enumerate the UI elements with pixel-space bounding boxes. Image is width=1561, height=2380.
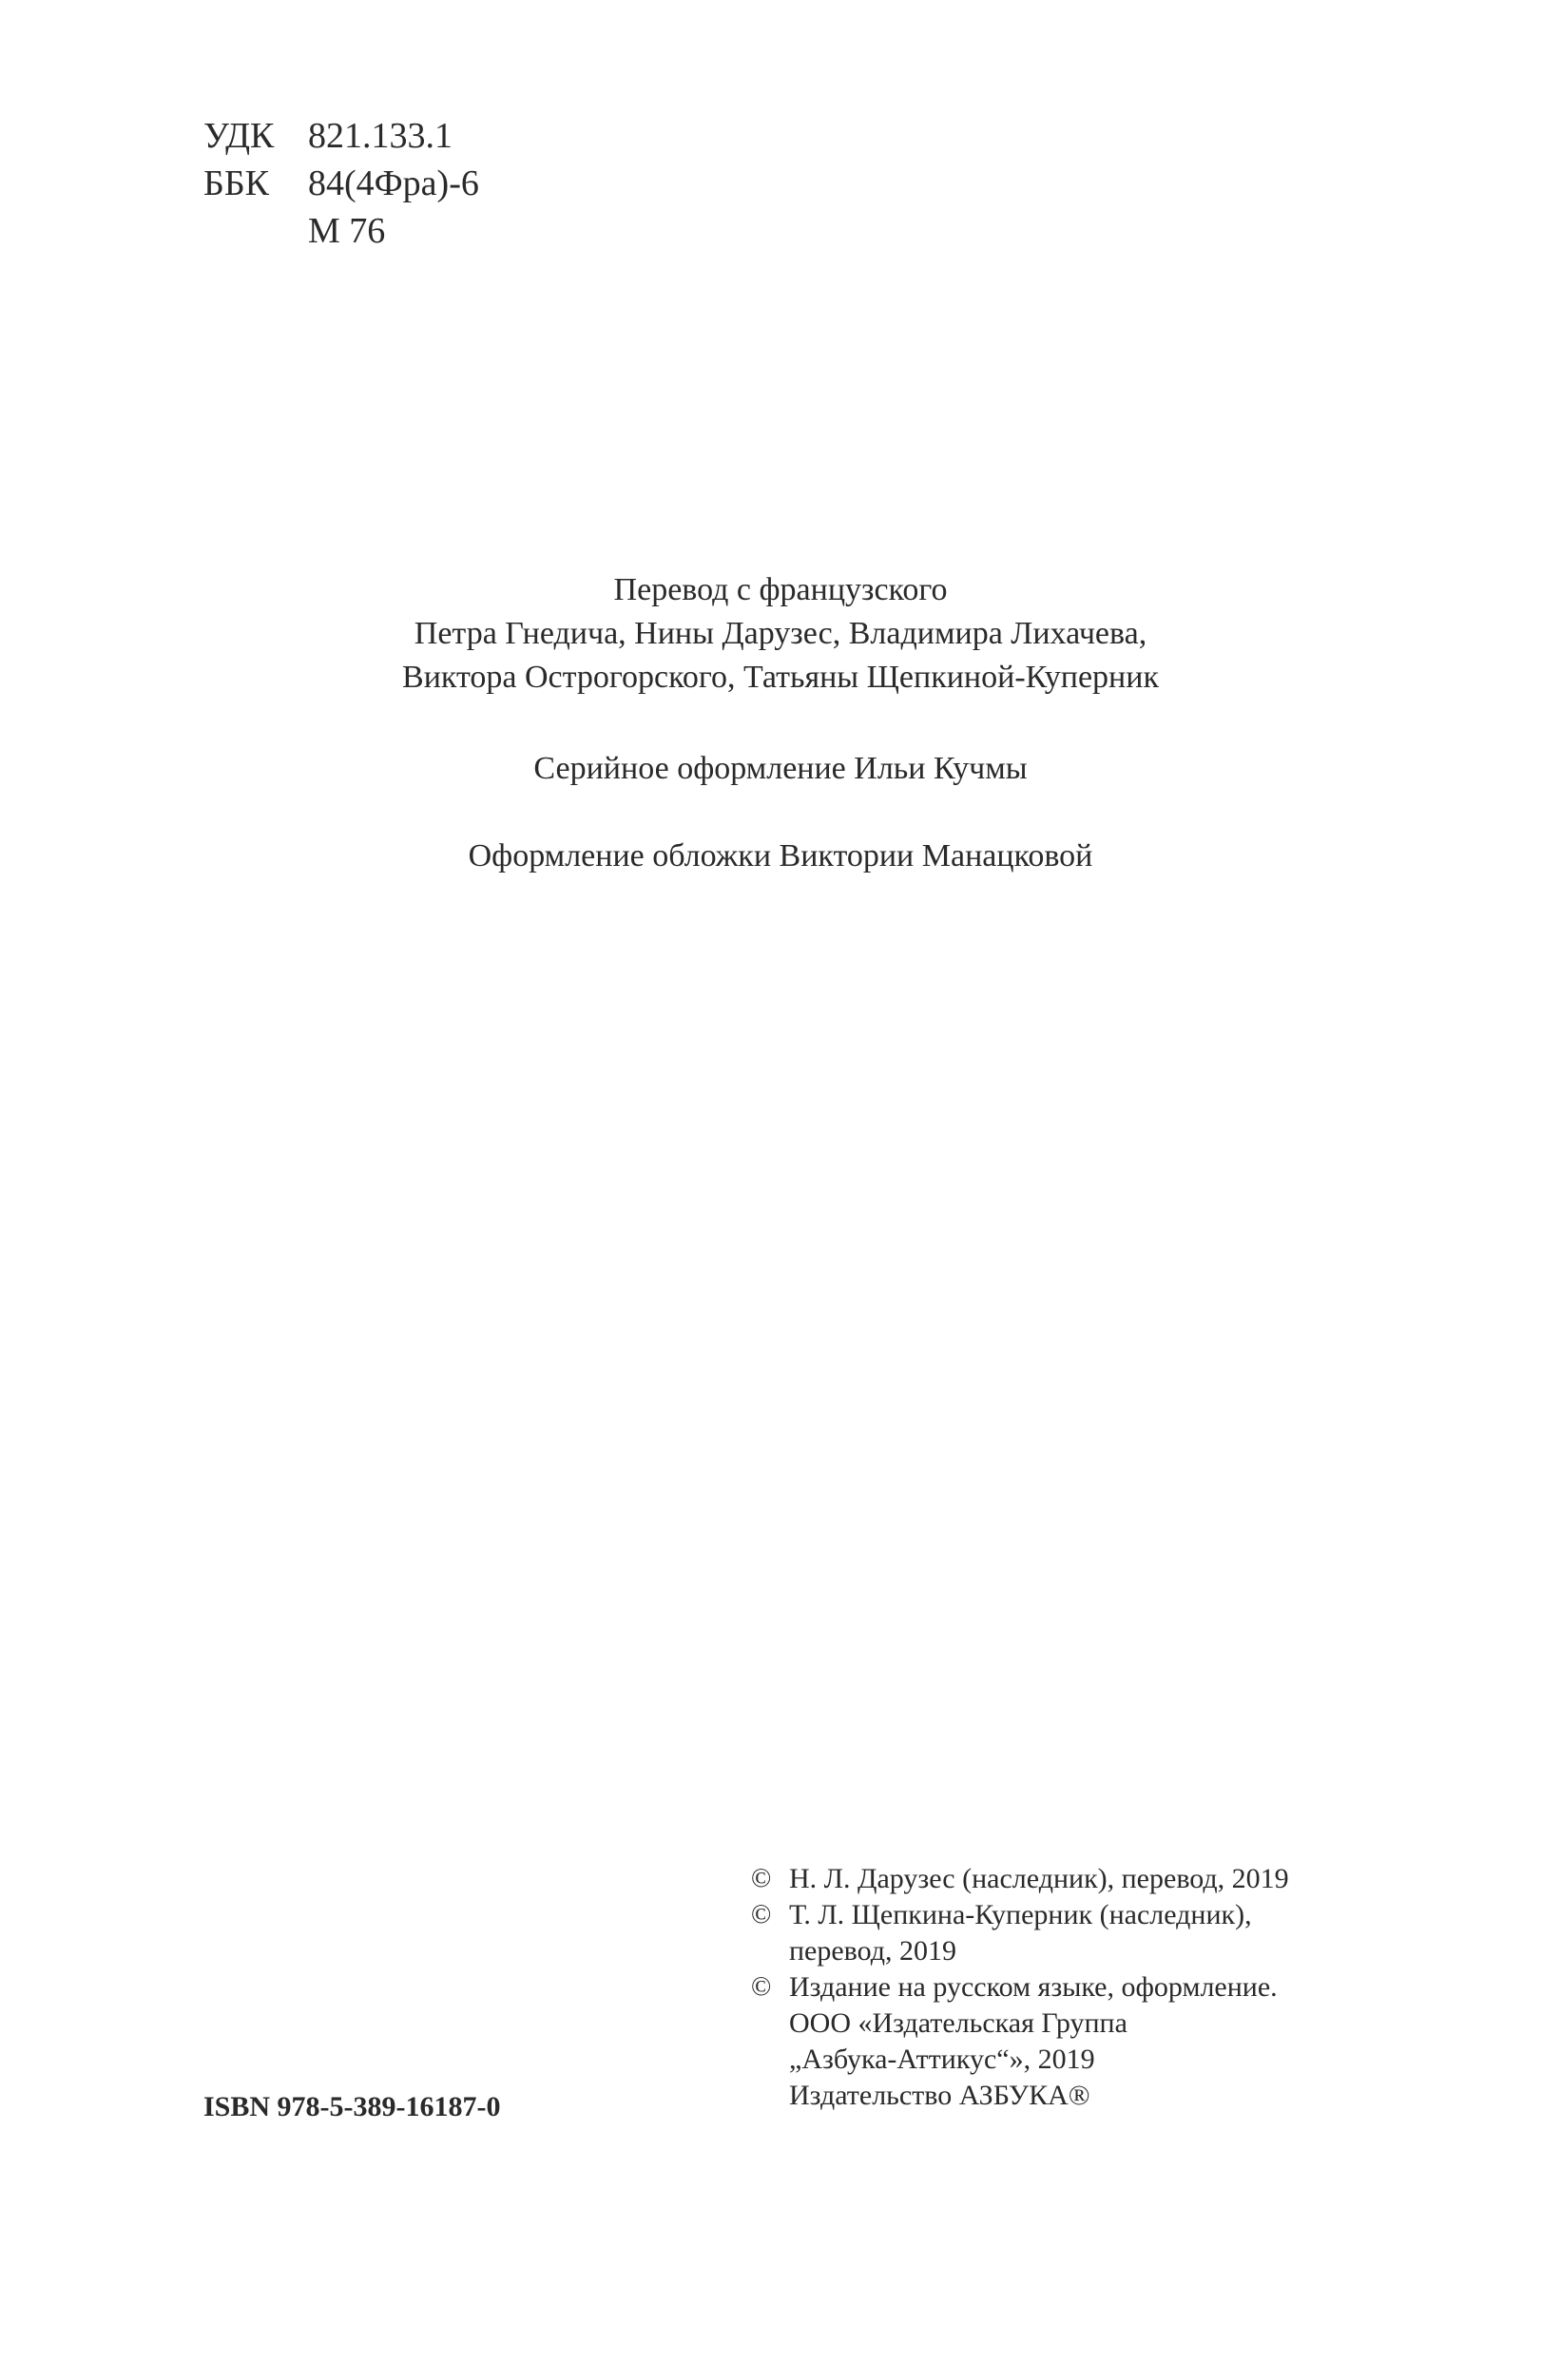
copyright-line: Издательство АЗБУКА® — [789, 2080, 1090, 2111]
author-mark: М 76 — [308, 211, 386, 251]
bbk-row — [203, 160, 479, 207]
copyright-line: перевод, 2019 — [789, 1935, 957, 1967]
author-mark-row — [203, 207, 479, 255]
copyright-icon: © — [751, 1864, 772, 1893]
bbk-label: ББК — [203, 163, 269, 203]
copyright-line: Издание на русском языке, оформление. — [789, 1971, 1278, 2003]
copyright-item — [751, 1897, 1289, 1969]
series-design-credit: Серийное оформление Ильи Кучмы — [533, 751, 1028, 786]
translation-credits — [0, 568, 1561, 700]
isbn: ISBN 978-5-389-16187-0 — [203, 2091, 501, 2122]
copyright-item — [751, 1969, 1289, 2114]
translation-line: Виктора Острогорского, Татьяны Щепкиной-Куперник — [402, 660, 1159, 695]
copyright-icon: © — [751, 1900, 772, 1929]
copyright-item — [751, 1861, 1289, 1897]
cover-design-credit: Оформление обложки Виктории Манацковой — [468, 838, 1093, 873]
translation-line: Перевод с французского — [613, 572, 948, 607]
copyright-line: Н. Л. Дарузес (наследник), перевод, 2019 — [789, 1863, 1289, 1894]
udk-row — [203, 112, 479, 160]
copyright-line: ООО «Издательская Группа — [789, 2007, 1127, 2039]
copyright-block — [751, 1861, 1289, 2114]
copyright-icon: © — [751, 1972, 772, 2002]
copyright-line: „Азбука-Аттикус“», 2019 — [789, 2044, 1095, 2075]
copyright-line: Т. Л. Щепкина-Куперник (наследник), — [789, 1899, 1252, 1930]
bbk-value: 84(4Фра)-6 — [308, 163, 479, 203]
udk-label: УДК — [203, 116, 275, 156]
translation-line: Петра Гнедича, Нины Дарузес, Владимира Лихачева, — [414, 616, 1147, 651]
udk-value: 821.133.1 — [308, 116, 453, 156]
classification-block — [203, 112, 479, 255]
